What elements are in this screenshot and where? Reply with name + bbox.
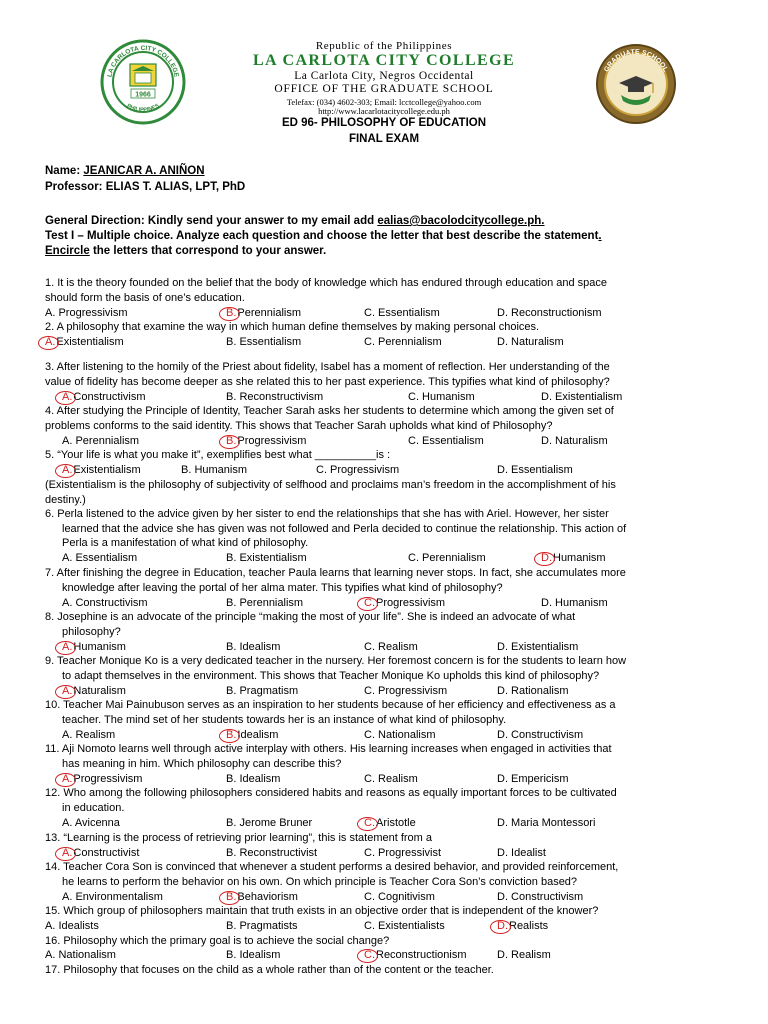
question-11-option-d[interactable] (497, 773, 569, 786)
option-letter: A. (62, 847, 73, 859)
option-letter: C. (364, 920, 375, 932)
option-letter: A. (45, 920, 56, 932)
option-text: Realism (508, 949, 551, 961)
office-name: OFFICE OF THE GRADUATE SCHOOL (274, 83, 494, 95)
option-letter: C. (316, 464, 327, 476)
question-1-text: should form the basis of one’s education. (45, 291, 245, 304)
option-letter: C. (364, 817, 375, 829)
option-text: Environmentalism (72, 891, 163, 903)
option-text: Existentialism (73, 464, 141, 476)
option-text: Humanism (553, 552, 606, 564)
question-15-text: 15. Which group of philosophers maintain that truth exists in an objective order that is independent of the knower? (45, 905, 599, 917)
question-12-option-a[interactable] (62, 817, 120, 830)
option-text: Existentialism (552, 391, 623, 403)
option-text: Nationalism (55, 949, 116, 961)
question-12-option-d[interactable] (497, 817, 595, 830)
question-9-option-b[interactable] (226, 685, 298, 698)
exam-title: FINAL EXAM (348, 133, 420, 145)
question-16-option-c[interactable] (364, 949, 466, 962)
option-text: Progressivism (55, 307, 128, 319)
answer-circle-mark (219, 435, 240, 449)
answer-circle-mark (55, 641, 76, 655)
question-13-option-d[interactable] (497, 847, 546, 860)
option-text: Perennialism (419, 552, 486, 564)
option-letter: C. (408, 391, 419, 403)
professor-label: Professor: (45, 181, 103, 193)
question-14-option-d[interactable] (497, 891, 583, 904)
option-text: Naturalism (73, 685, 126, 697)
option-letter: B. (226, 597, 237, 609)
answer-circle-mark (55, 847, 76, 861)
option-text: Aristotle (376, 817, 416, 829)
question-9-text: to adapt themselves in the environment. This shows that Teacher Monique Ko upholds this kind of philosophy? (62, 669, 600, 682)
question-7-text: knowledge after leaving the portal of her alma mater. This typifies what kind of philosophy? (62, 581, 503, 594)
option-letter: A. (62, 685, 73, 697)
option-letter: A. (62, 552, 73, 564)
option-letter: D. (541, 597, 552, 609)
option-text: Idealism (236, 641, 281, 653)
option-text: Essentialism (236, 336, 302, 348)
option-text: Constructivism (73, 391, 146, 403)
encircle-instruction-text: the letters that correspond to your answer. (89, 245, 327, 257)
option-letter: B. (226, 817, 237, 829)
option-letter: D. (541, 391, 552, 403)
option-letter: D. (497, 641, 508, 653)
website-line: http://www.lacarlotacitycollege.edu.ph (318, 106, 450, 116)
question-12-text: 12. Who among the following philosophers considered habits and reasons as equally important forces to be cultivated (45, 787, 617, 799)
option-text: Perennialism (237, 307, 301, 319)
seal-year: 1966 (135, 91, 151, 99)
option-text: Behaviorism (237, 891, 298, 903)
question-6-text: Perla is a manifestation of what kind of philosophy. (62, 537, 309, 550)
option-text: Perennialism (236, 597, 304, 609)
question-1-option-d[interactable] (497, 307, 602, 320)
option-letter: A. (62, 641, 73, 653)
option-text: Progressivism (375, 685, 448, 697)
question-3-text: value of fidelity has become deeper as she related this to her past experience. This typifies what kind of philosophy? (45, 375, 610, 388)
question-15-option-c[interactable] (364, 920, 445, 933)
question-10-text: teacher. The mind set of her students towards her is an instance of what kind of philosophy. (62, 713, 507, 726)
question-10-option-c[interactable] (364, 729, 436, 742)
question-13-option-b[interactable] (226, 847, 317, 860)
student-name-row (45, 165, 205, 178)
option-letter: D. (541, 552, 552, 564)
question-5-option-b[interactable] (181, 464, 247, 477)
general-direction (45, 215, 544, 228)
question-14-text: 14. Teacher Cora Son is convinced that whenever a student performs a desired behavior, and provided reinforcement, (45, 861, 619, 873)
option-text: Progressivism (327, 464, 400, 476)
option-letter: D. (541, 435, 552, 447)
option-text: Naturalism (508, 336, 564, 348)
option-letter: D. (497, 949, 508, 961)
question-3-text: 3. After listening to the homily of the Priest about fidelity, Isabel has a moment of reflection. Her understanding of the (45, 361, 610, 373)
answer-circle-mark (55, 391, 76, 405)
seal-bottom-text: PHILIPPINES (125, 103, 161, 114)
question-17-text: 17. Philosophy that focuses on the child as a whole rather than of the content or the teacher. (45, 964, 494, 976)
question-7-option-a[interactable] (62, 597, 148, 610)
option-letter: B. (181, 464, 192, 476)
question-6-text: learned that the advice she has given was not followed and Perla decided to continue the relationship. This action of (62, 522, 627, 535)
general-direction-text: General Direction: Kindly send your answer to my email add (45, 215, 378, 227)
option-text: Progressivism (376, 597, 446, 609)
option-letter: B. (226, 552, 237, 564)
answer-circle-mark (55, 464, 76, 478)
answer-circle-mark (357, 597, 378, 611)
answer-circle-mark (55, 685, 76, 699)
option-text: Existentialism (236, 552, 307, 564)
question-10-option-d[interactable] (497, 729, 583, 742)
option-text: Cognitivism (375, 891, 435, 903)
question-11-option-b[interactable] (226, 773, 280, 786)
question-9-option-c[interactable] (364, 685, 447, 698)
answer-circle-mark (490, 920, 511, 934)
option-letter: A. (62, 391, 73, 403)
student-name-value: JEANICAR A. ANIÑON (83, 165, 205, 177)
question-4-text: 4. After studying the Principle of Identity, Teacher Sarah asks her students to determine which among the given set of (45, 405, 614, 417)
answer-circle-mark (55, 773, 76, 787)
answer-circle-mark (357, 949, 378, 963)
option-text: Idealists (55, 920, 99, 932)
option-text: Realism (375, 773, 418, 785)
option-text: Essentialism (508, 464, 573, 476)
question-1-option-a[interactable] (45, 307, 128, 320)
option-letter: C. (364, 597, 375, 609)
question-3-option-b[interactable] (226, 391, 323, 404)
question-2-text: 2. A philosophy that examine the way in which human define themselves by making personal choices. (45, 321, 540, 333)
question-2-option-b[interactable] (226, 336, 301, 349)
question-5-note: destiny.) (45, 493, 86, 506)
question-5-note: (Existentialism is the philosophy of subjectivity of selfhood and proclaims man’s freedom in the accomplishment of his (45, 479, 616, 491)
question-12-text: in education. (62, 801, 125, 814)
option-text: Reconstructivism (236, 391, 324, 403)
option-text: Realism (375, 641, 418, 653)
option-text: Essentialism (72, 552, 138, 564)
test-instruction-text: Test I – Multiple choice. Analyze each question and choose the letter that best describe the statement (45, 230, 599, 242)
option-letter: C. (364, 949, 375, 961)
question-14-option-a[interactable] (62, 891, 163, 904)
option-text: Perennialism (375, 336, 442, 348)
question-6-option-a[interactable] (62, 552, 137, 565)
option-text: Constructivism (508, 729, 584, 741)
option-letter: A. (45, 336, 56, 348)
question-10-option-a[interactable] (62, 729, 115, 742)
answer-circle-mark (219, 729, 240, 743)
option-letter: B. (226, 307, 237, 319)
email-link[interactable]: ealias@bacolodcitycollege.ph. (377, 215, 545, 227)
question-16-option-b[interactable] (226, 949, 280, 962)
question-11-option-c[interactable] (364, 773, 418, 786)
option-text: Reconstructionism (508, 307, 602, 319)
college-address: La Carlota City, Negros Occidental (294, 70, 474, 82)
option-letter: D. (497, 336, 508, 348)
option-text: Realists (509, 920, 549, 932)
question-2-option-c[interactable] (364, 336, 442, 349)
student-name-label: Name: (45, 165, 81, 177)
option-text: Humanism (191, 464, 248, 476)
option-text: Humanism (552, 597, 608, 609)
option-letter: C. (408, 552, 419, 564)
option-text: Realism (72, 729, 116, 741)
question-4-option-a[interactable] (62, 435, 139, 448)
question-8-text: philosophy? (62, 625, 121, 638)
question-15-option-a[interactable] (45, 920, 99, 933)
option-text: Pragmatists (236, 920, 298, 932)
option-letter: D. (497, 891, 508, 903)
option-text: Existentialists (375, 920, 445, 932)
option-letter: C. (364, 685, 375, 697)
option-text: Existentialism (508, 641, 579, 653)
option-letter: B. (226, 773, 237, 785)
question-6-text: 6. Perla listened to the advice given by her sister to end the relationships that she has with Ariel. However, her sister (45, 508, 609, 520)
question-8-text: 8. Josephine is an advocate of the principle “making the most of your life”. She is indeed an advocate of what (45, 611, 576, 623)
question-8-option-c[interactable] (364, 641, 418, 654)
question-16-text: 16. Philosophy which the primary goal is to achieve the social change? (45, 935, 390, 947)
question-13-text: 13. “Learning is the process of retrieving prior learning”, this is statement from a (45, 832, 433, 844)
professor-value: ELIAS T. ALIAS, LPT, PhD (105, 181, 246, 193)
option-text: Idealism (236, 949, 281, 961)
option-text: Essentialism (375, 307, 440, 319)
option-letter: A. (62, 729, 73, 741)
option-letter: A. (62, 597, 73, 609)
question-16-option-a[interactable] (45, 949, 116, 962)
question-7-option-b[interactable] (226, 597, 303, 610)
option-text: Constructivism (508, 891, 584, 903)
test-instruction (45, 230, 602, 243)
option-letter: B. (226, 847, 237, 859)
option-letter: D. (497, 773, 508, 785)
encircle-instruction (45, 245, 326, 258)
question-7-option-d[interactable] (541, 597, 608, 610)
option-letter: B. (226, 891, 237, 903)
option-letter: A. (62, 891, 73, 903)
question-12-option-b[interactable] (226, 817, 312, 830)
contact-line: Telefax: (034) 4602-303; Email: lcctcollege@yahoo.com (286, 97, 482, 107)
answer-circle-mark (534, 552, 555, 566)
question-7-text: 7. After finishing the degree in Education, teacher Paula learns that learning never stops. In fact, she accumulates more (45, 567, 626, 579)
option-text: Avicenna (72, 817, 120, 829)
option-text: Reconstructionism (376, 949, 467, 961)
option-letter: B. (226, 949, 237, 961)
option-text: Rationalism (508, 685, 569, 697)
question-1-option-c[interactable] (364, 307, 440, 320)
question-4-option-c[interactable] (408, 435, 484, 448)
option-text: Constructivist (73, 847, 140, 859)
test-instruction-tail: . (598, 230, 602, 242)
option-text: Perennialism (72, 435, 140, 447)
question-3-option-d[interactable] (541, 391, 622, 404)
option-text: Humanism (419, 391, 475, 403)
option-letter: B. (226, 729, 237, 741)
option-letter: D. (497, 847, 508, 859)
option-text: Existentialism (56, 336, 124, 348)
option-text: Nationalism (375, 729, 436, 741)
option-letter: D. (497, 817, 508, 829)
option-letter: B. (226, 391, 237, 403)
seal-gs-text: GRADUATE SCHOOL (603, 48, 669, 74)
encircle-word: Encircle (45, 245, 90, 257)
option-text: Idealism (237, 729, 279, 741)
option-letter: C. (364, 307, 375, 319)
option-letter: A. (45, 949, 56, 961)
question-5-option-d[interactable] (497, 464, 573, 477)
question-9-option-d[interactable] (497, 685, 569, 698)
question-1-text: 1. It is the theory founded on the belief that the body of knowledge which has endured through education and space (45, 277, 608, 289)
option-letter: A. (62, 817, 73, 829)
question-15-option-b[interactable] (226, 920, 298, 933)
option-text: Idealism (236, 773, 281, 785)
question-10-text: 10. Teacher Mai Painubuson serves as an inspiration to her students because of her efficiency and effectiveness as a (45, 699, 616, 711)
option-letter: D. (497, 729, 508, 741)
option-letter: D. (497, 307, 508, 319)
option-text: Idealist (508, 847, 546, 859)
option-letter: B. (226, 685, 237, 697)
question-4-text: problems conforms to the said identity. This shows that Teacher Sarah upholds what kind of Philosophy? (45, 419, 553, 432)
option-letter: C. (364, 773, 375, 785)
question-6-option-b[interactable] (226, 552, 307, 565)
option-text: Pragmatism (236, 685, 299, 697)
option-letter: B. (226, 641, 237, 653)
option-letter: D. (497, 464, 508, 476)
option-letter: C. (364, 336, 375, 348)
question-16-option-d[interactable] (497, 949, 551, 962)
course-title: ED 96- PHILOSOPHY OF EDUCATION (281, 117, 487, 129)
republic-line: Republic of the Philippines (315, 40, 453, 52)
question-8-option-d[interactable] (497, 641, 578, 654)
question-5-option-c[interactable] (316, 464, 399, 477)
college-name: LA CARLOTA CITY COLLEGE (252, 52, 516, 69)
option-letter: C. (364, 729, 375, 741)
option-letter: A. (62, 773, 73, 785)
option-text: Constructivism (72, 597, 148, 609)
option-letter: B. (226, 336, 237, 348)
seal-top-text: LA CARLOTA CITY COLLEGE (106, 44, 180, 78)
option-text: Naturalism (552, 435, 608, 447)
option-text: Empericism (508, 773, 569, 785)
option-letter: A. (62, 435, 73, 447)
question-2-option-d[interactable] (497, 336, 564, 349)
option-text: Jerome Bruner (236, 817, 313, 829)
option-letter: D. (497, 920, 508, 932)
question-9-text: 9. Teacher Monique Ko is a very dedicated teacher in the nursery. Her foremost concern is for the students to learn how (45, 655, 627, 667)
option-letter: B. (226, 920, 237, 932)
option-text: Progressivism (237, 435, 307, 447)
option-letter: B. (226, 435, 237, 447)
option-text: Essentialism (419, 435, 484, 447)
option-letter: C. (364, 891, 375, 903)
option-text: Maria Montessori (508, 817, 596, 829)
option-text: Progressivism (73, 773, 143, 785)
question-4-option-d[interactable] (541, 435, 608, 448)
question-6-option-c[interactable] (408, 552, 486, 565)
question-3-option-c[interactable] (408, 391, 475, 404)
answer-circle-mark (38, 336, 59, 350)
answer-circle-mark (357, 817, 378, 831)
question-14-text: he learns to perform the behavior on his own. On which principle is Teacher Cora Son’s conviction based? (62, 875, 578, 888)
answer-circle-mark (219, 307, 240, 321)
question-14-option-c[interactable] (364, 891, 435, 904)
option-text: Progressivist (375, 847, 442, 859)
question-13-option-c[interactable] (364, 847, 441, 860)
question-8-option-b[interactable] (226, 641, 280, 654)
question-5-text: 5. “Your life is what you make it”, exemplifies best what __________is : (45, 449, 391, 461)
option-letter: C. (408, 435, 419, 447)
option-letter: D. (497, 685, 508, 697)
option-letter: C. (364, 847, 375, 859)
professor-row (45, 181, 245, 194)
answer-circle-mark (219, 891, 240, 905)
option-letter: A. (62, 464, 73, 476)
question-11-text: 11. Aji Nomoto learns well through active interplay with others. His learning increases when engaged in activities that (45, 743, 612, 755)
option-text: Humanism (73, 641, 126, 653)
question-11-text: has meaning in him. Which philosophy can describe this? (62, 757, 342, 770)
option-letter: C. (364, 641, 375, 653)
option-text: Reconstructivist (236, 847, 318, 859)
option-letter: A. (45, 307, 56, 319)
